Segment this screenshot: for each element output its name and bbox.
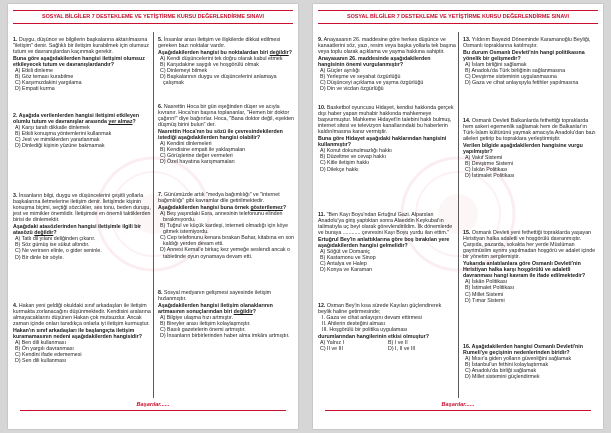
prompt-end: ? [282, 204, 287, 211]
prompt-end: ? [132, 118, 136, 125]
option-b: B) Kastamonu ve Sinop [320, 255, 376, 262]
stem-text: Anayasanın 26. maddesine göre herkes düşünce ve kanaatlerini söz, yazı, resim veya başka yollarla tek başına veya toplu olarak açıklama ve yayma hakkına sahiptir. [318, 37, 456, 56]
question-stem [318, 37, 456, 55]
question-number: 16. [463, 343, 471, 350]
question-number: 3. [13, 193, 18, 199]
prompt-underlined: değildir [233, 308, 253, 315]
option-c: C) Jest ve mimiklerden yararlanmak [15, 136, 100, 143]
question-5 [158, 37, 294, 86]
question-stem [463, 118, 599, 142]
option-c: C) Antalya ve Halep [320, 261, 367, 268]
question-stem [463, 37, 599, 49]
option-d: D) I, II ve III [388, 346, 416, 353]
question-16 [463, 343, 599, 380]
option-c: C) Görüşlerine değer vermeleri [160, 153, 233, 160]
statement-i: I. Gaza ve cihat anlayışını devam ettirmesi [322, 315, 422, 322]
prompt-text: Aşağıda verilenlerden hangisi iletişimi etkileyen olumlu tutum ve davranışlar arasında [13, 112, 140, 125]
option-b: B) Yerleşme ve seyahat özgürlüğü [320, 74, 401, 81]
stem-text: Osmanlı Devleti yeni fethettiği topraklarda yaşayan Hıristiyan halka adaletli ve hoşgörülü davranmıştır. Çarşıda, pazarda, sokakta her yerde Müslüman gayrimüslim ayrımı yapılmadan hoşgörü ve adalet içinde bir yönetim sergilemiştir. [463, 230, 596, 261]
question-stem [463, 230, 599, 260]
footer-rule [20, 410, 286, 411]
column-divider [458, 32, 459, 398]
question-number: 4. [13, 303, 18, 309]
option-b: B) Karşıdakine saygılı ve hoşgörülü olmak [160, 61, 259, 68]
option-a: A) Bilgiye ulaşma hızı artmıştır. [160, 314, 234, 321]
question-prompt: Buna göre Hidayet aşağıdaki haklarından hangisini kullanmıştır? [318, 136, 447, 149]
question-number: 5. [158, 37, 163, 43]
option-a: A) Kendini dinlemeleri [160, 141, 212, 148]
option-c: C) II ve III [320, 346, 343, 353]
option-c: C) Kendini ifade edememesi [15, 352, 82, 359]
question-4 [13, 303, 151, 365]
question-number: 13. [463, 37, 471, 43]
question-number: 14. [463, 118, 471, 124]
question-number: 10. [318, 105, 326, 111]
prompt-end: ? [252, 308, 257, 315]
option-a: A) Konut dokunulmazlığı hakkı [320, 148, 392, 155]
option-a: A) Ben dili kullanması [15, 340, 66, 347]
statement-iii: III. Hoşgörülü bir politika uygulaması [322, 327, 408, 334]
prompt-text: Aşağıdaki atasözlerinden hangisi iletişimle ilgili bir atasözü [13, 224, 142, 237]
stem-text: Günümüzde artık "medya bağımlılığı" ve "internet bağımlılığı" gibi kavramlar dile getirilmektedir. [158, 192, 280, 205]
question-8 [158, 290, 294, 339]
options-grid [318, 340, 456, 352]
question-number: 7. [158, 192, 163, 198]
option-c: C) Düşünceyi açıklama ve yayma özgürlüğü [320, 80, 424, 87]
option-d: D) Annesi Kemal'e birkaç kez yemeğe seslendi ancak o tabletinde oyun oynamaya devam etti. [160, 247, 290, 260]
option-b: B) Düzeltme ve cevap hakkı [320, 154, 386, 161]
option-c: C) Millet Sistemi [465, 291, 504, 298]
question-6 [158, 104, 294, 166]
question-number: 8. [158, 290, 163, 296]
option-a: A) Kendi düşüncelerini tek doğru olarak kabul etmek [160, 55, 283, 62]
option-c: C) Devşirme sisteminin uygulanmasına [465, 74, 557, 81]
footer-rule [325, 410, 591, 411]
option-a: A) Vakıf Sistemi [465, 155, 503, 162]
statement-ii: II. Ahilerin desteğini alması [322, 321, 386, 328]
option-b: B) I ve II [388, 340, 408, 347]
option-b: B) Kendisine empati ile yaklaşmaları [160, 147, 246, 154]
stem-text: Sosyal medyanın gelişmesi sayesinde iletişim hızlanmıştır. [158, 290, 272, 303]
option-b: B) Bireyler arası iletişim kolaylaşmıştır. [160, 321, 251, 328]
option-a: A) Yalnız I [320, 340, 344, 347]
question-number: 12. [318, 303, 326, 309]
prompt-end: ? [288, 49, 292, 56]
column-divider [153, 32, 154, 398]
prompt-text: Aşağıdakilerden hangisi Osmanlı Devleti'nin Rumeli'ye geçişinin nedenlerinden biridir? [463, 343, 584, 356]
question-number: 2. [13, 112, 18, 119]
option-b: B) İstanbul'un fethini kolaylaştırmak [465, 361, 549, 368]
stem-text: Nasrettin Hoca bir gün eşeğinden düşer ve acıyla kıvranır. Hoca'nın başına toplananlar, "Hemen bir doktor çağırın!" diye bağırırlar. Hoca, "Bana doktor değil, eşekten düşmüş birini bulun" der. [158, 104, 294, 129]
question-stem [158, 192, 294, 204]
prompt-underlined: yer almaz [108, 118, 133, 125]
question-prompt: Hakan'ın sınıf arkadaşları ile başlangıçta iletişim kuramamasının nedeni aşağıdakilerden hangisidir? [13, 327, 142, 341]
question-7 [158, 192, 294, 260]
exam-title: SOSYAL BİLGİLER 7 DESTEKLEME VE YETİŞTİRME KURSU DEĞERLENDİRME SINAVI [346, 13, 570, 20]
option-a: A) İskân Politikası [465, 279, 508, 286]
exam-page-right [313, 4, 603, 429]
option-a: A) Karşı tarafı dikkatle dinlemek [15, 124, 90, 131]
option-a: A) Beş yaşındaki Esra, annesinin telefonunu elinden bırakmıyordu. [160, 210, 283, 223]
option-d: D) İstimalet Politikası [465, 173, 515, 180]
question-stem [158, 37, 294, 49]
question-number: 11. [318, 212, 326, 218]
question-prompt [13, 113, 151, 125]
footer-text: Başarılar...... [441, 402, 475, 408]
stem-text: "Ben Kayı Boyu'ndan Ertuğrul Gazi. Alparslan Anadolu'ya giriş yaptıktan sonra Alaeddin Keykubat'ın talimatıyla uç beyi olarak görevlendirildim. İlk dönemlerde ve buraya ............ çevresini Kayı Boyu yurdu ilan ettim." [318, 212, 453, 237]
exam-page-left [8, 4, 298, 429]
option-d: D) Özel hayatına karışmamaları [160, 159, 235, 166]
question-prompt [158, 50, 294, 56]
question-9 [318, 37, 456, 92]
option-d: D) Empati kurma [15, 86, 55, 93]
question-1 [13, 37, 151, 92]
left-page-column-2 [158, 4, 294, 404]
question-stem [318, 105, 456, 135]
option-c: C) Kitle iletişim hakkı [320, 160, 370, 167]
question-prompt: Ertuğrul Bey'in anlattıklarına göre boş bırakılan yere aşağıdakilerden hangisi gelmelidir? [318, 236, 450, 250]
option-d: D) Konya ve Karaman [320, 267, 373, 274]
stem-text: İnsanlar arası iletişim ve ilişkilerde dikkat edilmesi gereken bazı noktalar vardır. [158, 37, 281, 50]
question-prompt: Yukarıda anlatılanlara göre Osmanlı Devleti'nin Hıristiyan halka karşı hoşgörülü ve adaletli davranması hangi kavram ile ifade edilmektedir? [463, 261, 586, 280]
option-d: D) Bir dinle bir söyle. [15, 254, 64, 261]
prompt-underlined: değildir [34, 230, 54, 237]
question-prompt [158, 303, 294, 315]
prompt-text: Aşağıdakilerden hangisi bu noktalardan biri [158, 49, 270, 56]
option-b: B) İstimalet Politikası [465, 285, 515, 292]
option-a: A) İslam birliğini sağlamak [465, 61, 527, 68]
option-d: D) Millet sistemini güçlendirmek [465, 374, 540, 381]
footer-text: Başarılar...... [136, 402, 170, 408]
option-b: B) Göz teması kurabilme [15, 74, 74, 81]
question-prompt [463, 344, 599, 356]
option-d: D) Dinlediği kişinin yüzüne bakmamak [15, 143, 105, 150]
question-number: 15. [463, 230, 471, 236]
option-b: B) Tuğrul ve küçük kardeşi, interneti olmadığı için köye gitmek istemiyordu. [160, 223, 289, 236]
option-b: B) Anadolu'da Türk birliğinin sağlanmasına [465, 68, 566, 75]
question-11 [318, 212, 456, 274]
question-stem [13, 303, 151, 327]
stem-text: Hakan yeni geldiği okuldaki sınıf arkadaşları ile iletişim kurmakta zorlanacağını düşünmektedir. Kendisini aralarına almayacaklarını düşünen Hakan çok mutsuzdur. Ancak zaman içinde onları tanıdıkça onlarla iyi iletişim kurmuştur. [13, 303, 151, 328]
stem-text: Duygu, düşünce ve bilgilerin başkalarına aktarılmasına "iletişim" denir. Sağlıklı bir iletişim kurabilmek için olumsuz tutum ve davranışlardan kaçınmak gerekir. [13, 37, 149, 56]
prompt-underlined: gösterilemez [250, 204, 283, 211]
option-d: D) Dilekçe hakkı [320, 166, 359, 173]
option-c: C) Anadolu'da birliği sağlamak [465, 367, 537, 374]
option-b: B) Devşirme Sistemi [465, 161, 513, 168]
option-c: C) Ne verirsen elinle, o gider seninle. [15, 248, 102, 255]
option-a: A) Tatlı dil yılanı deliğinden çıkarır. [15, 236, 96, 243]
left-page-column-1 [13, 4, 151, 404]
question-prompt: Nasrettin Hoca'nın bu sözü ile çevresindekilerden istediği aşağıdakilerden hangisi olabilir? [158, 128, 283, 142]
stem-text: Basketbol oyuncusu Hidayet, kendisi hakkında gerçek dışı haber yapan muhabir hakkında mahkemeye başvurmuştur. Mahkeme Hidayet'in talebini haklı bulmuş, internet sitesi ve televizyon kanallarındaki bu haberlerin kaldırılmasına karar vermiştir. [318, 105, 454, 136]
option-d: D) İnsanların birbirlerinden haber alma imkânı artmıştır. [160, 333, 290, 340]
question-prompt: Buna göre aşağıdakilerden hangisi iletişimi olumsuz etkileyecek tutum ve davranışlardandır? [13, 55, 145, 68]
option-a: A) Söğüt ve Domaniç [320, 249, 371, 256]
option-a: A) Etkili dinleme [15, 68, 53, 75]
question-10 [318, 105, 456, 173]
option-c: C) Cep telefonunu kenara bırakan Bahar, kitabına en son kaldığı yerden devam etti. [160, 235, 294, 248]
option-b: B) Ön yargılı davranması [15, 346, 74, 353]
question-3 [13, 193, 151, 261]
question-prompt: Verilen bilgide aşağıdakilerden hangisine vurgu yapılmıştır? [463, 142, 583, 156]
option-c: C) İskân Politikası [465, 167, 508, 174]
question-prompt [158, 205, 294, 211]
option-b: B) Etkili konuşma yöntemlerini kullanmak [15, 130, 112, 137]
prompt-end: ? [53, 230, 57, 237]
option-d: D) Tımar Sistemi [465, 297, 505, 304]
stem-text: Yıldırım Bayezid Döneminde Karamanoğlu Beyliği, Osmanlı topraklarına katılmıştır. [463, 37, 591, 50]
question-12 [318, 303, 456, 352]
stem-text: Osmanlı Devleti Balkanlarda fethettiği topraklarda hem askeri egemenlik sağlamak hem de Balkanlar'ın Türk-İslam kültürünü yaymak amacıyla Anadolu'dan bazı aileleri getirip bu topraklara yerleştirmiştir. [463, 118, 596, 143]
question-number: 1. [13, 37, 18, 43]
option-c: C) Karşımızdakini yargılama [15, 80, 82, 87]
question-stem [318, 212, 456, 236]
option-d: D) Başkalarının duygu ve düşüncelerini anlamaya çalışmak [160, 74, 277, 87]
question-prompt: durumlarından hangilerinin etkisi olmuştur? [318, 334, 429, 341]
question-stem [158, 104, 294, 128]
question-14 [463, 118, 599, 180]
prompt-underlined: değildir [269, 49, 289, 56]
stem-text: İnsanların bilgi, duygu ve düşüncelerini çeşitli yollarla başkalarına iletmelerine iletişim denir. İletişimde kişinin konuşma biçimi, seçtiği sözcükler, ses tonu, beden duruşu, jest ve mimikler önemlidir. İletişimde en önemli taktiklerden birisi de dinlemektir. [13, 193, 151, 224]
right-page-column-2 [463, 4, 599, 404]
question-15 [463, 230, 599, 304]
question-stem [13, 37, 151, 55]
option-d: D) Din ve vicdan özgürlüğü [320, 86, 384, 93]
prompt-text: Aşağıdakilerden hangisi buna örnek [158, 204, 251, 211]
question-2 [13, 112, 151, 149]
question-prompt [13, 224, 151, 236]
question-stem [158, 290, 294, 302]
option-a: A) Mısır'a giden yolların güvenliğini sağlamak [465, 355, 572, 362]
option-a: A) Güçler ayrılığı [320, 68, 360, 75]
exam-title: SOSYAL BİLGİLER 7 DESTEKLEME VE YETİŞTİRME KURSU DEĞERLENDİRME SINAVI [41, 13, 265, 20]
question-number: 9. [318, 37, 323, 43]
question-13 [463, 37, 599, 86]
option-d: D) Sen dili kullanması [15, 358, 67, 365]
prompt-text: Aşağıdakilerden hangisi iletişim olanaklarının artmasının sonuçlarından biri [158, 302, 273, 315]
option-c: C) Dinlemeyi bilmek [160, 68, 208, 75]
question-prompt: Bu durum Osmanlı Devleti'nin hangi politikasına yönelik bir gelişmedir? [463, 49, 585, 62]
question-stem [318, 303, 456, 315]
question-number: 6. [158, 104, 163, 110]
option-d: D) Gaza ve cihat anlayışıyla fetihler yapılmasına [465, 80, 579, 87]
question-prompt: Anayasanın 26. maddesinde aşağıdakilerden hangisinin önemi vurgulanmıştır? [318, 55, 431, 68]
right-page-column-1 [318, 4, 456, 404]
question-stem [13, 193, 151, 223]
option-c: C) Basılı gazetelerin önemi artmıştır. [160, 327, 246, 334]
stem-text: Osman Bey'in kısa sürede Kayıları güçlendirerek beylik haline getirmesinde; [318, 303, 442, 316]
option-b: B) Söz gümüş ise sükut altındır. [15, 242, 90, 249]
